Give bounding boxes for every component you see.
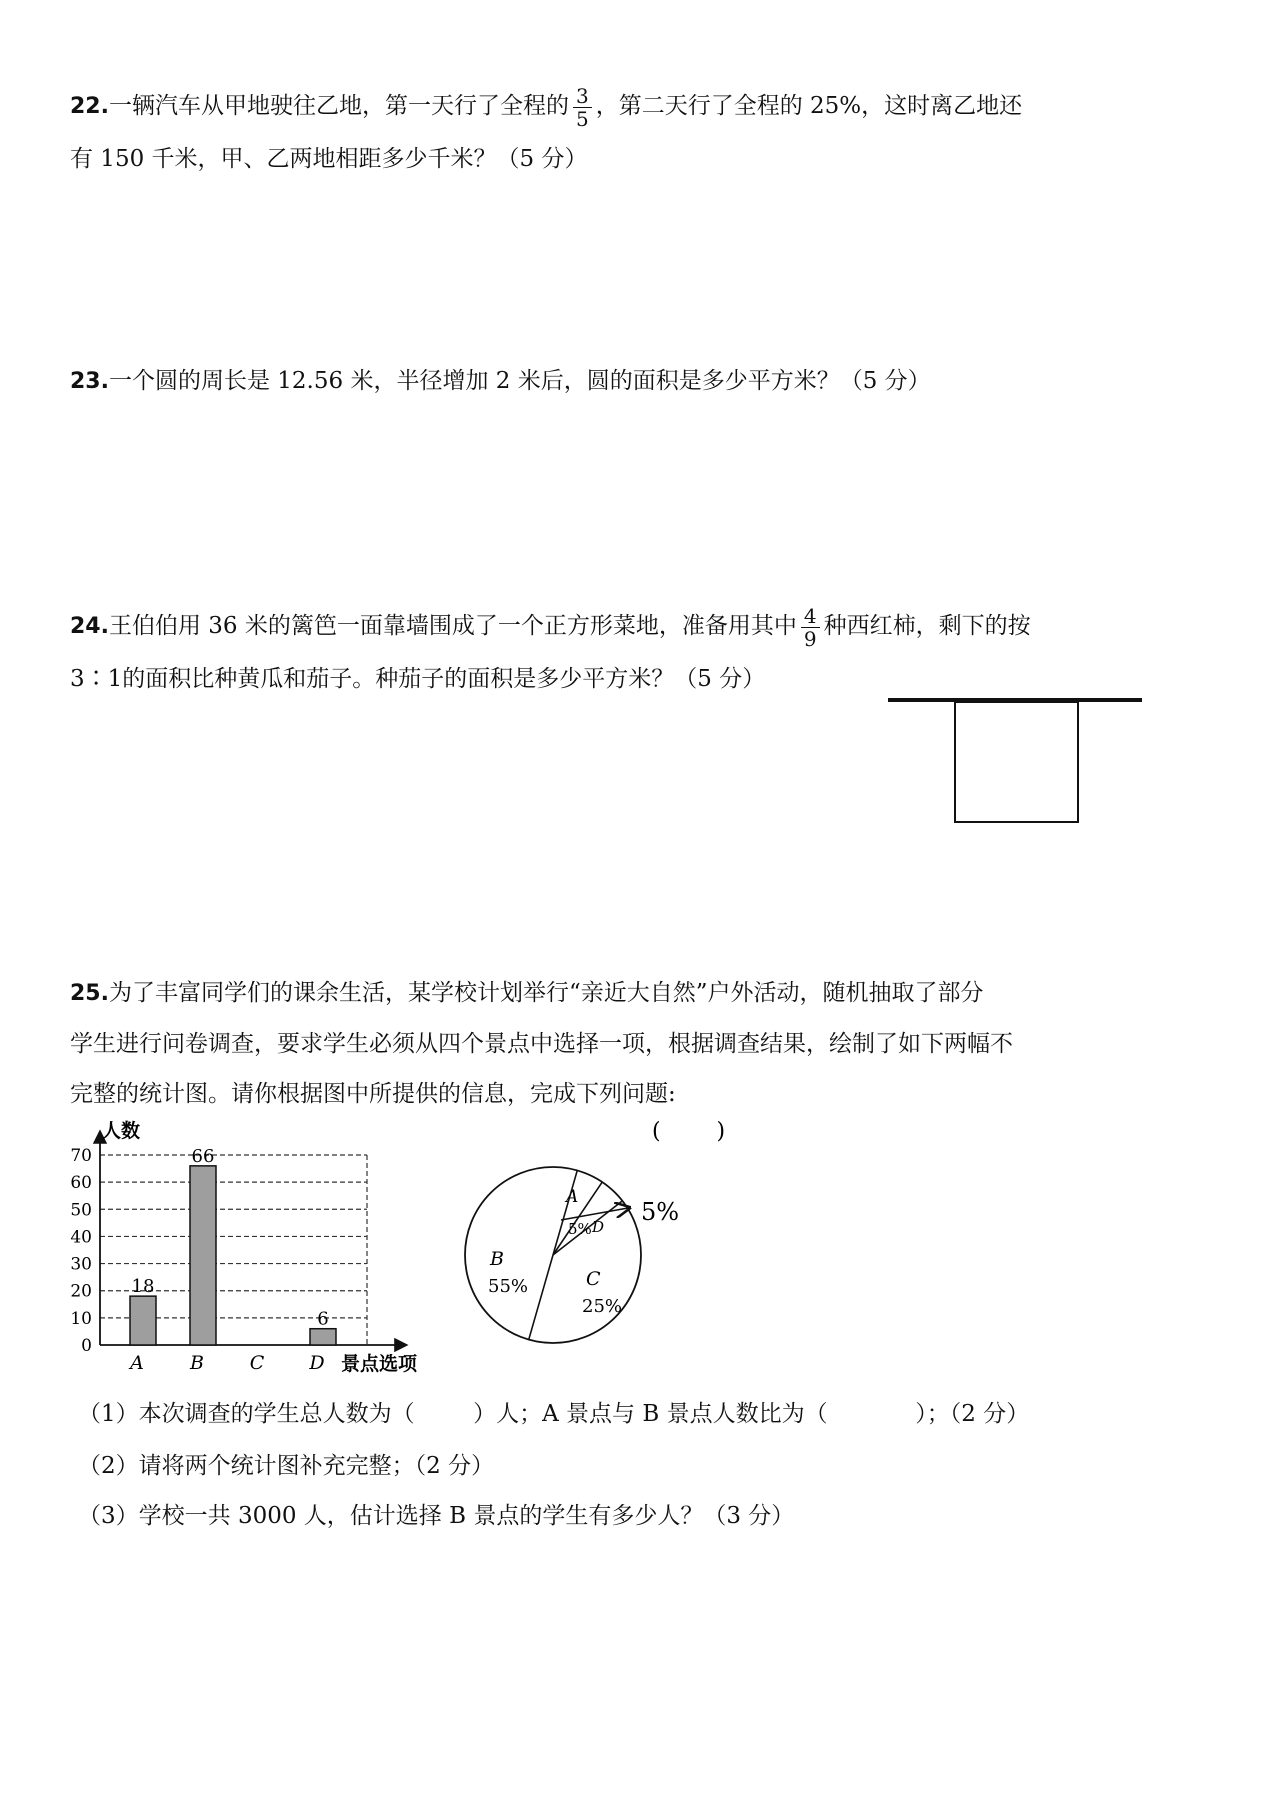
x-tick-label: B [190,1352,204,1374]
question-23 [70,355,1150,408]
question-text: 种西红柿，剩下的按 [823,613,1031,639]
y-tick-label: 40 [70,1227,92,1248]
bar-value-label: 6 [317,1308,329,1330]
bar-chart-marks [130,1146,336,1345]
question-number: 24. [70,614,109,639]
question-number: 22. [70,94,109,119]
question-text: 为了丰富同学们的课余生活，某学校计划举行“亲近大自然”户外活动，随机抽取了部分 [108,980,984,1006]
bar-B [190,1166,216,1345]
square-garden [955,702,1078,822]
x-axis-label: 景点选项 [341,1353,418,1375]
bar-value-label: 18 [131,1276,155,1298]
sub-question-3: （3）学校一共 3000 人，估计选择 B 景点的学生有多少人？（3 分） [78,1503,795,1529]
sub-question-1: （1）本次调查的学生总人数为（ ）人；A 景点与 B 景点人数比为（ ）；（2 分） [78,1401,1030,1427]
question-text: 一个圆的周长是 12.56 米，半径增加 2 米后，圆的面积是多少平方米？（5 分） [108,368,931,394]
fraction-numerator: 4 [801,605,820,628]
x-tick-label: C [249,1352,265,1374]
fraction-numerator: 3 [573,85,592,108]
x-tick-label: A [130,1352,144,1374]
fraction-denominator: 5 [575,106,589,131]
slice-label-C: C [586,1268,601,1290]
question-25-line-2: 学生进行问卷调查，要求学生必须从四个景点中选择一项，根据调查结果，绘制了如下两幅不 [70,1031,1013,1057]
fraction [801,605,820,650]
question-text: 王伯伯用 36 米的篱笆一面靠墙围成了一个正方形菜地，准备用其中 [108,613,797,639]
slice-value-D: 5% [568,1220,592,1238]
question-text: 一辆汽车从甲地驶往乙地，第一天行了全程的 [108,93,569,119]
pie-slice-boundary [553,1170,577,1255]
fraction [573,85,592,130]
bar-value-label: 66 [191,1145,215,1167]
pie-chart-marks [488,1170,679,1339]
slice-label-A: A [566,1187,579,1207]
pie-chart-title: ( ) [652,1119,726,1144]
slice-value-B: 55% [488,1276,529,1297]
slice-label-B: B [490,1248,504,1270]
question-text: ，第二天行了全程的 25%，这时离乙地还 [595,93,1023,119]
bar-chart [55,1115,455,1375]
y-tick-label: 60 [70,1173,92,1194]
y-tick-label: 20 [70,1281,92,1302]
y-tick-label: 50 [70,1200,92,1221]
question-24-line-2: 3∶1的面积比种黄瓜和茄子。种茄子的面积是多少平方米？（5 分） [70,666,766,692]
pie-slice-boundary [529,1255,553,1340]
fraction-denominator: 9 [803,626,817,651]
question-25-line-1 [70,968,1150,1019]
y-tick-label: 30 [70,1254,92,1275]
question-22-line-2: 有 150 千米，甲、乙两地相距多少千米？（5 分） [70,146,588,172]
y-tick-label: 0 [81,1336,92,1356]
question-25 [70,968,1150,1119]
y-tick-label: 10 [70,1308,92,1329]
question-24-line-1 [70,600,1150,653]
bar-A [130,1296,156,1345]
slice-label-D: D [592,1218,605,1236]
question-25-line-3: 完整的统计图。请你根据图中所提供的信息，完成下列问题: [70,1081,676,1107]
sub-question-2: （2）请将两个统计图补充完整；（2 分） [78,1453,495,1479]
callout-label: 5% [641,1198,680,1226]
question-22-line-1 [70,80,1150,133]
question-number: 25. [70,981,109,1006]
x-tick-label: D [309,1352,325,1374]
question-22 [70,80,1150,185]
y-axis-label: 人数 [102,1120,141,1142]
pie-chart [440,1110,780,1370]
bar-D [310,1329,336,1345]
question-number: 23. [70,369,109,394]
y-tick-label: 70 [70,1146,92,1166]
slice-value-C: 25% [582,1296,623,1317]
wall-square-diagram [880,690,1150,830]
bar-chart-axes [70,1133,405,1374]
